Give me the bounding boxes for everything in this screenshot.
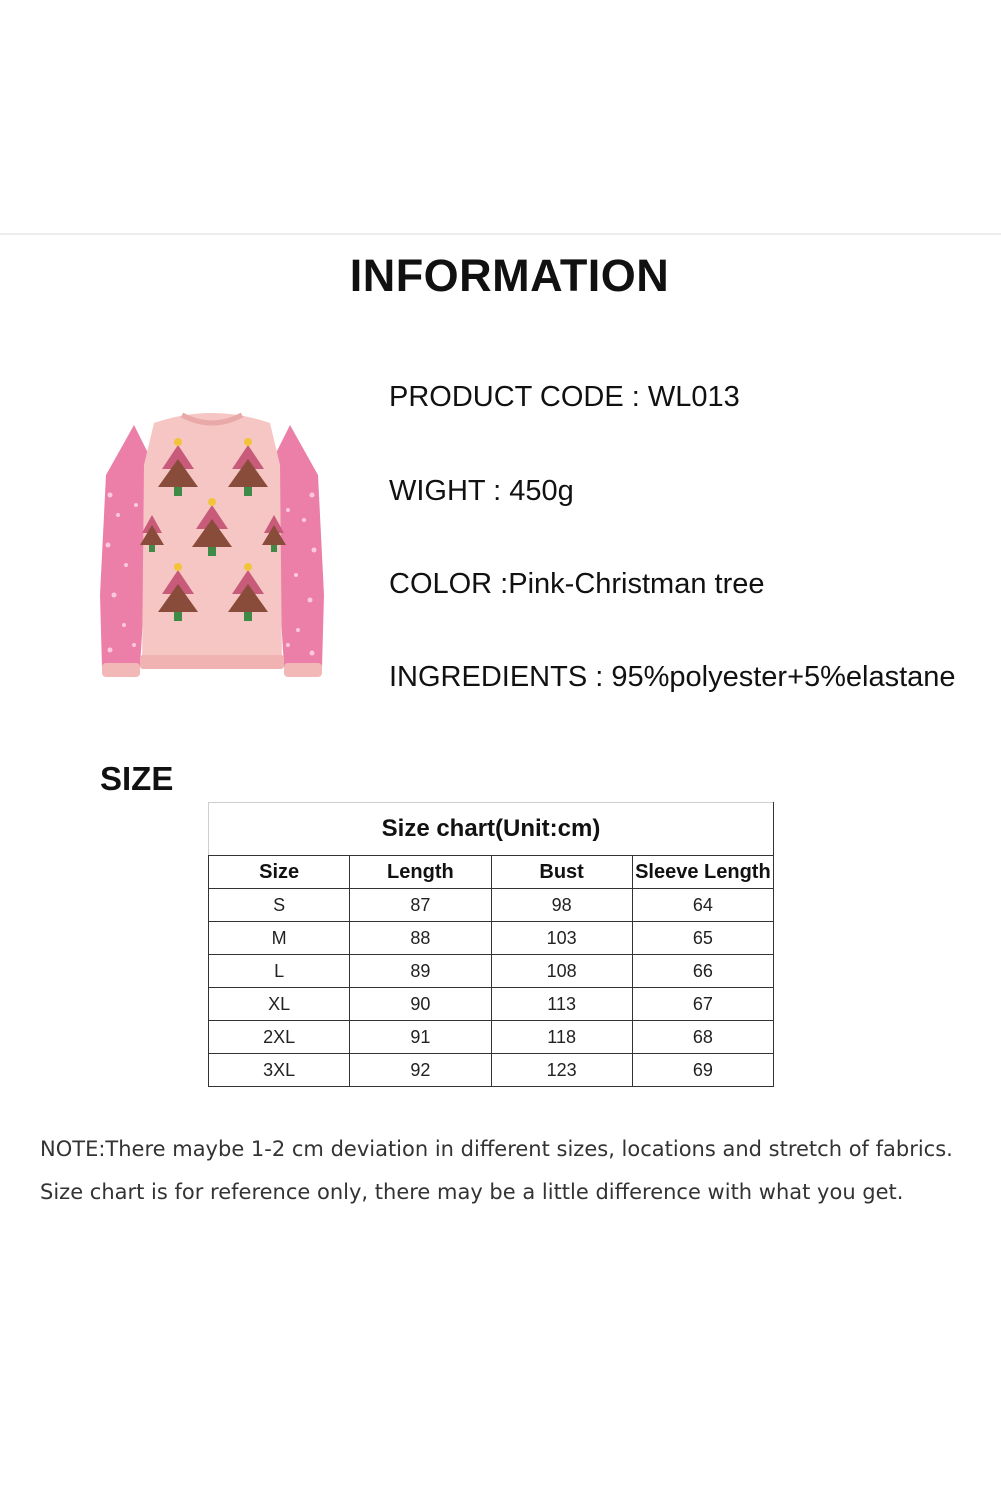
table-row bbox=[209, 889, 774, 922]
table-cell: 68 bbox=[632, 1021, 773, 1054]
size-chart-table bbox=[208, 802, 774, 1087]
column-header-length: Length bbox=[350, 856, 491, 889]
table-cell: 88 bbox=[350, 922, 491, 955]
table-cell: L bbox=[209, 955, 350, 988]
table-row bbox=[209, 1054, 774, 1087]
table-cell: 90 bbox=[350, 988, 491, 1021]
column-header-size: Size bbox=[209, 856, 350, 889]
table-cell: 64 bbox=[632, 889, 773, 922]
table-cell: 69 bbox=[632, 1054, 773, 1087]
size-chart-title: Size chart(Unit:cm) bbox=[209, 803, 774, 856]
table-cell: S bbox=[209, 889, 350, 922]
table-cell: XL bbox=[209, 988, 350, 1021]
table-cell: 98 bbox=[491, 889, 632, 922]
table-cell: 87 bbox=[350, 889, 491, 922]
top-divider bbox=[0, 233, 1001, 235]
table-row bbox=[209, 988, 774, 1021]
table-cell: 3XL bbox=[209, 1054, 350, 1087]
table-cell: 123 bbox=[491, 1054, 632, 1087]
note-line: Size chart is for reference only, there may be a little difference with what you get. bbox=[40, 1180, 904, 1204]
table-cell: 2XL bbox=[209, 1021, 350, 1054]
table-cell: 113 bbox=[491, 988, 632, 1021]
table-cell: 118 bbox=[491, 1021, 632, 1054]
note-line: NOTE:There maybe 1-2 cm deviation in different sizes, locations and stretch of fabrics. bbox=[40, 1137, 953, 1161]
column-header-bust: Bust bbox=[491, 856, 632, 889]
table-cell: 89 bbox=[350, 955, 491, 988]
ingredients-text: INGREDIENTS : 95%polyester+5%elastane bbox=[389, 661, 956, 693]
table-cell: 108 bbox=[491, 955, 632, 988]
table-row bbox=[209, 922, 774, 955]
color-text: COLOR :Pink-Christman tree bbox=[389, 568, 765, 600]
table-cell: 91 bbox=[350, 1021, 491, 1054]
table-cell: 65 bbox=[632, 922, 773, 955]
table-cell: 92 bbox=[350, 1054, 491, 1087]
table-row bbox=[209, 1021, 774, 1054]
weight-text: WIGHT : 450g bbox=[389, 475, 574, 507]
product-image-sweater bbox=[96, 405, 328, 685]
table-cell: 103 bbox=[491, 922, 632, 955]
column-header-sleeve-length: Sleeve Length bbox=[632, 856, 773, 889]
product-code-text: PRODUCT CODE : WL013 bbox=[389, 381, 740, 413]
size-heading: SIZE bbox=[100, 760, 174, 797]
table-row bbox=[209, 955, 774, 988]
note-block bbox=[40, 1128, 980, 1214]
table-cell: 66 bbox=[632, 955, 773, 988]
table-cell: M bbox=[209, 922, 350, 955]
information-heading: INFORMATION bbox=[349, 250, 670, 301]
table-cell: 67 bbox=[632, 988, 773, 1021]
